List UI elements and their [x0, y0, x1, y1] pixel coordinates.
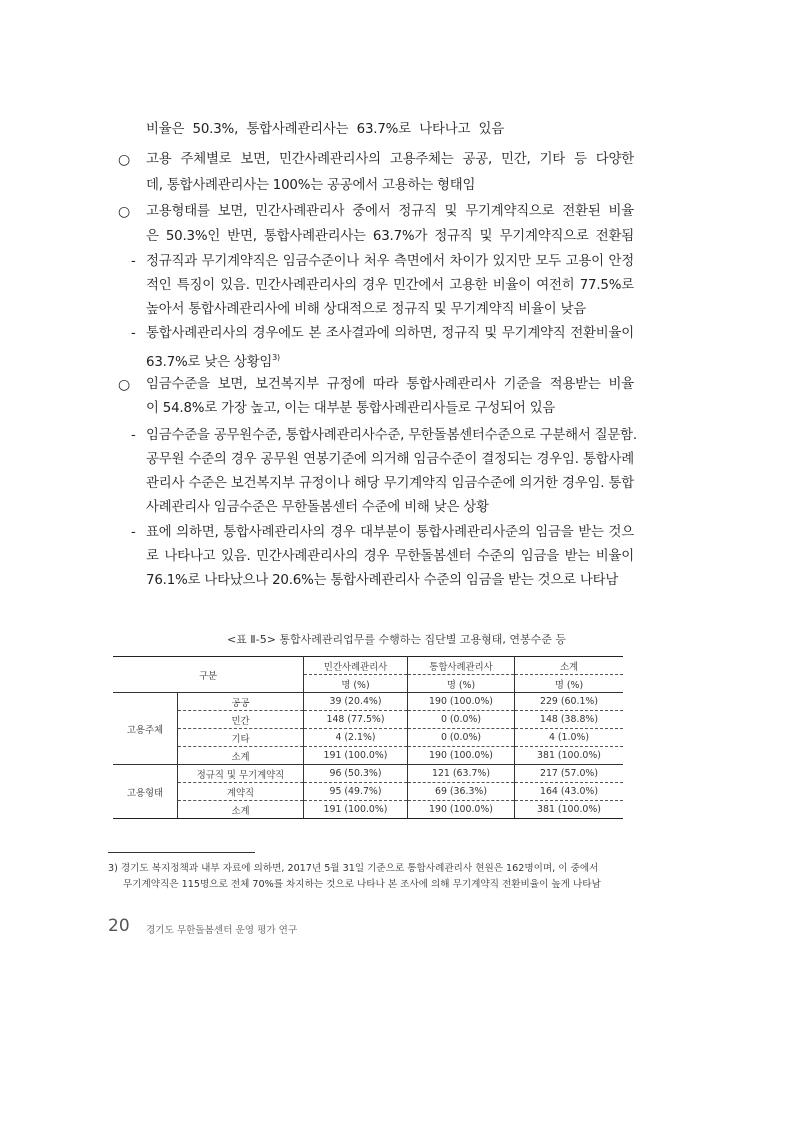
table-cell: 191 (100.0%) [304, 747, 408, 765]
row-label: 소계 [178, 801, 304, 819]
table-caption: <표 Ⅱ-5> 통합사례관리업무를 수행하는 집단별 고용형태, 연봉수준 등 [226, 633, 567, 646]
paragraph-line: 고용 주체별로 보면, 민간사례관리사의 고용주체는 공공, 민간, 기타 등 다양한 [146, 152, 634, 167]
group-label: 고용형태 [113, 765, 178, 819]
table-cell: 190 (100.0%) [408, 747, 515, 765]
footnote-ref: 3) [272, 353, 280, 362]
footnote-line: 3) 경기도 복지정책과 내부 자료에 의하면, 2017년 5월 31일 기준으로 통합사례관리사 현원은 162명이며, 이 중에서 [108, 863, 599, 874]
table-cell: 148 (77.5%) [304, 711, 408, 729]
paragraph-line: 정규직과 무기계약직은 임금수준이나 처우 측면에서 차이가 있지만 모두 고용이 안정 [146, 254, 634, 269]
data-table [113, 656, 623, 819]
page-number: 20 [108, 916, 130, 936]
dash-bullet: - [131, 326, 136, 341]
dash-bullet: - [131, 428, 136, 443]
circle-bullet: ○ [118, 377, 131, 393]
paragraph-line: 비율은 50.3%, 통합사례관리사는 63.7%로 나타나고 있음 [146, 122, 504, 137]
row-label: 소계 [178, 747, 304, 765]
header-col: 통합사례관리사 [408, 657, 515, 675]
dash-bullet: - [131, 525, 136, 540]
table-cell: 4 (1.0%) [515, 729, 624, 747]
table-cell: 190 (100.0%) [408, 801, 515, 819]
unit-cell: 명 (%) [304, 675, 408, 693]
paragraph-line: 적인 특징이 있음. 민간사례관리사의 경우 민간에서 고용한 비율이 여전히 77.5%로 [146, 278, 634, 293]
table-cell: 381 (100.0%) [515, 747, 624, 765]
paragraph-line: 고용형태를 보면, 민간사례관리사 중에서 정규직 및 무기계약직으로 전환된 비율 [146, 204, 634, 219]
table-cell: 4 (2.1%) [304, 729, 408, 747]
row-label: 정규직 및 무기계약직 [178, 765, 304, 783]
footnote-line: 무기계약직은 115명으로 전체 70%를 차지하는 것으로 나타나 본 조사에 의해 무기계약직 전환비율이 높게 나타남 [123, 879, 601, 890]
running-title: 경기도 무한돌봄센터 운영 평가 연구 [146, 925, 298, 936]
paragraph-line: 통합사례관리사의 경우에도 본 조사결과에 의하면, 정규직 및 무기계약직 전환비율이 [146, 326, 634, 341]
table-cell: 0 (0.0%) [408, 729, 515, 747]
table-row [113, 729, 623, 747]
paragraph-text: 63.7%로 낮은 상황임 [146, 355, 273, 370]
paragraph-line: 이 54.8%로 가장 높고, 이는 대부분 통합사례관리사들로 구성되어 있음 [146, 401, 556, 416]
paragraph-line [146, 348, 280, 373]
dash-bullet: - [131, 254, 136, 269]
table-cell: 229 (60.1%) [515, 693, 624, 711]
table-row [113, 801, 623, 819]
table-cell: 69 (36.3%) [408, 783, 515, 801]
table-header-row [113, 657, 623, 675]
circle-bullet: ○ [118, 204, 131, 220]
header-group: 구분 [113, 657, 304, 693]
paragraph-line: 공무원 수준의 경우 공무원 연봉기준에 의거해 임금수준이 결정되는 경우임. 통합사례 [146, 452, 634, 467]
table-row [113, 747, 623, 765]
table-cell: 39 (20.4%) [304, 693, 408, 711]
row-label: 공공 [178, 693, 304, 711]
table-cell: 164 (43.0%) [515, 783, 624, 801]
header-col: 민간사례관리사 [304, 657, 408, 675]
unit-cell: 명 (%) [515, 675, 624, 693]
paragraph-line: 로 나타나고 있음. 민간사례관리사의 경우 무한돌봄센터 수준의 임금을 받는 비율이 [146, 549, 634, 564]
table-cell: 217 (57.0%) [515, 765, 624, 783]
row-label: 계약직 [178, 783, 304, 801]
paragraph-line: 높아서 통합사례관리사에 비해 상대적으로 정규직 및 무기계약직 비율이 낮음 [146, 302, 586, 317]
table-cell: 0 (0.0%) [408, 711, 515, 729]
paragraph-line: 임금수준을 공무원수준, 통합사례관리사수준, 무한돌봄센터수준으로 구분해서 질문함. [146, 428, 637, 443]
table-cell: 121 (63.7%) [408, 765, 515, 783]
table-row [113, 783, 623, 801]
paragraph-line: 표에 의하면, 통합사례관리사의 경우 대부분이 통합사례관리사준의 임금을 받는 것으 [146, 525, 634, 540]
paragraph-line: 사례관리사 임금수준은 무한돌봄센터 수준에 비해 낮은 상황 [146, 500, 489, 515]
unit-cell: 명 (%) [408, 675, 515, 693]
paragraph-line: 은 50.3%인 반면, 통합사례관리사는 63.7%가 정규직 및 무기계약직으로 전환됨 [146, 229, 634, 244]
paragraph-line: 임금수준을 보면, 보건복지부 규정에 따라 통합사례관리사 기준을 적용받는 비율 [146, 377, 634, 392]
table-row [113, 711, 623, 729]
group-label: 고용주체 [113, 693, 178, 765]
paragraph-line: 76.1%로 나타났으나 20.6%는 통합사례관리사 수준의 임금을 받는 것으로 나타남 [146, 573, 619, 588]
table-cell: 96 (50.3%) [304, 765, 408, 783]
table-row [113, 693, 623, 711]
circle-bullet: ○ [118, 152, 131, 168]
paragraph-line: 관리사 수준은 보건복지부 규정이나 해당 무기계약직 임금수준에 의거한 경우임. 통합 [146, 476, 634, 491]
row-label: 기타 [178, 729, 304, 747]
table-cell: 191 (100.0%) [304, 801, 408, 819]
table-cell: 190 (100.0%) [408, 693, 515, 711]
table-cell: 381 (100.0%) [515, 801, 624, 819]
table-cell: 95 (49.7%) [304, 783, 408, 801]
table-cell: 148 (38.8%) [515, 711, 624, 729]
table-row [113, 765, 623, 783]
row-label: 민간 [178, 711, 304, 729]
paragraph-line: 데, 통합사례관리사는 100%는 공공에서 고용하는 형태임 [146, 178, 476, 193]
footnote-divider [108, 852, 255, 853]
header-col: 소계 [515, 657, 624, 675]
